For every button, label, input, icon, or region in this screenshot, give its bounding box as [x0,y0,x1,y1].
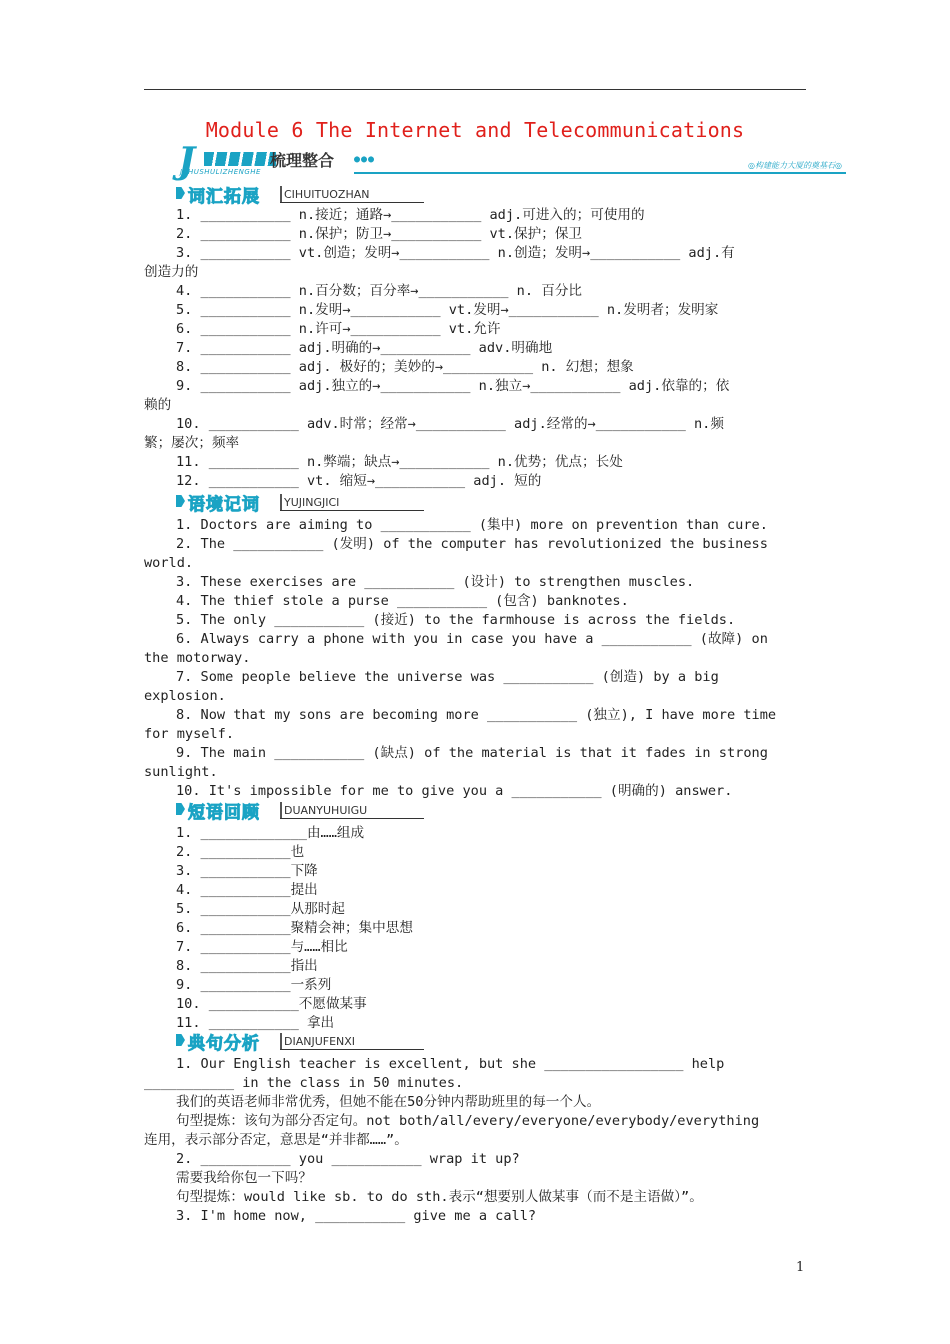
divider [280,1033,282,1050]
text-line: 4. The thief stole a purse ___________ (包含) banknotes. [176,593,629,609]
text-line: 11. ___________ 拿出 [176,1015,335,1031]
section-pinyin: DIANJUFENXI [284,1035,356,1048]
text-line: 赖的 [144,397,172,413]
arrow-icon [176,187,185,199]
text-line: sunlight. [144,764,218,780]
text-line: 句型提炼：would like sb. to do sth.表示“想要别人做某事（而不是主语做）”。 [176,1189,703,1205]
divider [280,802,282,819]
text-line: explosion. [144,688,226,704]
text-line: 3. ___________ vt.创造；发明→___________ n.创造；发明→___________ adj.有 [176,245,735,261]
section-title: 词汇拓展 [188,187,260,207]
text-line: 1. Our English teacher is excellent, but she _________________ help [176,1056,725,1072]
text-line: 9. ___________一系列 [176,977,332,993]
text-line: 10. ___________不愿做某事 [176,996,367,1012]
text-line: 6. Always carry a phone with you in case you have a ___________ (故障) on [176,631,768,647]
text-line: 2. ___________ you ___________ wrap it up? [176,1151,520,1167]
text-line: 3. I'm home now, ___________ give me a call? [176,1208,537,1224]
section-title: 语境记词 [188,495,260,515]
arrow-icon [176,803,185,815]
text-line: 3. These exercises are ___________ (设计) to strengthen muscles. [176,574,695,590]
text-line: 8. Now that my sons are becoming more ___________ (独立), I have more time [176,707,777,723]
section-header [176,184,436,207]
text-line: 我们的英语老师非常优秀，但她不能在50分钟内帮助班里的每一个人。 [176,1094,601,1110]
text-line: 4. ___________ n.百分数；百分率→___________ n. 百分比 [176,283,583,299]
text-line: world. [144,555,194,571]
section-title: 典句分析 [188,1034,260,1054]
section-pinyin: CIHUITUOZHAN [284,188,370,201]
text-line: 连用，表示部分否定，意思是“并非都……”。 [144,1132,408,1148]
text-line: 3. ___________下降 [176,863,318,879]
text-line: 12. ___________ vt. 缩短→___________ adj. 短的 [176,473,542,489]
underline [280,202,424,203]
page-title: Module 6 The Internet and Telecommunications [205,118,745,142]
banner-line [354,172,846,174]
section-header [176,800,436,823]
text-line: 10. ___________ adv.时常；经常→___________ adj.经常的→___________ n.频 [176,416,724,432]
text-line: 1. ___________ n.接近；通路→___________ adj.可进入的；可使用的 [176,207,645,223]
arrow-icon [176,495,185,507]
banner-label: 梳理整合 [270,151,335,170]
divider [280,186,282,203]
page-number: 1 [796,1260,805,1275]
text-line: ___________ in the class in 50 minutes. [144,1075,464,1091]
text-line: 句型提炼：该句为部分否定句。not both/all/every/everyone/everybody/everything [176,1113,760,1129]
text-line: 5. ___________ n.发明→___________ vt.发明→___________ n.发明者；发明家 [176,302,719,318]
text-line: 2. ___________也 [176,844,305,860]
text-line: 9. ___________ adj.独立的→___________ n.独立→___________ adj.依靠的；依 [176,378,730,394]
text-line: 1. Doctors are aiming to ___________ (集中) more on prevention than cure. [176,517,768,533]
banner-slogan: ◎构建能力大厦的奠基石◎ [748,161,842,170]
text-line: 2. The ___________ (发明) of the computer has revolutionized the business [176,536,768,552]
section-header [176,1031,436,1054]
text-line: 需要我给你包一下吗？ [176,1170,312,1186]
section-title: 短语回顾 [188,803,260,823]
text-line: 6. ___________ n.许可→___________ vt.允许 [176,321,501,337]
text-line: 8. ___________ adj. 极好的；美妙的→___________ n. 幻想；想象 [176,359,634,375]
j-logo-icon: J [178,140,196,182]
text-line: for myself. [144,726,235,742]
section-pinyin: DUANYUHUIGU [284,804,368,817]
stripes-decoration [204,152,276,166]
text-line: 7. Some people believe the universe was ___________ (创造) by a big [176,669,719,685]
text-line: 1. _____________由……组成 [176,825,365,841]
underline [280,818,424,819]
top-rule [144,89,806,90]
underline [280,1049,424,1050]
text-line: 5. ___________从那时起 [176,901,345,917]
section-banner [178,140,846,182]
text-line: the motorway. [144,650,251,666]
text-line: 7. ___________与……相比 [176,939,348,955]
divider [280,494,282,511]
banner-pinyin: JCHUSHULIZHENGHE [180,168,261,176]
text-line: 繁；屡次；频率 [144,435,240,451]
text-line: 6. ___________聚精会神；集中思想 [176,920,413,936]
text-line: 7. ___________ adj.明确的→___________ adv.明确地 [176,340,553,356]
text-line: 5. The only ___________ (接近) to the farmhouse is across the fields. [176,612,736,628]
dots-decoration: ●●● [354,154,376,165]
text-line: 4. ___________提出 [176,882,318,898]
text-line: 8. ___________指出 [176,958,318,974]
text-line: 11. ___________ n.弊端；缺点→___________ n.优势；优点；长处 [176,454,623,470]
text-line: 2. ___________ n.保护；防卫→___________ vt.保护；保卫 [176,226,583,242]
arrow-icon [176,1034,185,1046]
section-pinyin: YUJINGJICI [284,496,340,509]
text-line: 创造力的 [144,264,199,280]
section-header [176,492,436,515]
underline [280,510,424,511]
text-line: 9. The main ___________ (缺点) of the material is that it fades in strong [176,745,768,761]
text-line: 10. It's impossible for me to give you a ___________ (明确的) answer. [176,783,733,799]
